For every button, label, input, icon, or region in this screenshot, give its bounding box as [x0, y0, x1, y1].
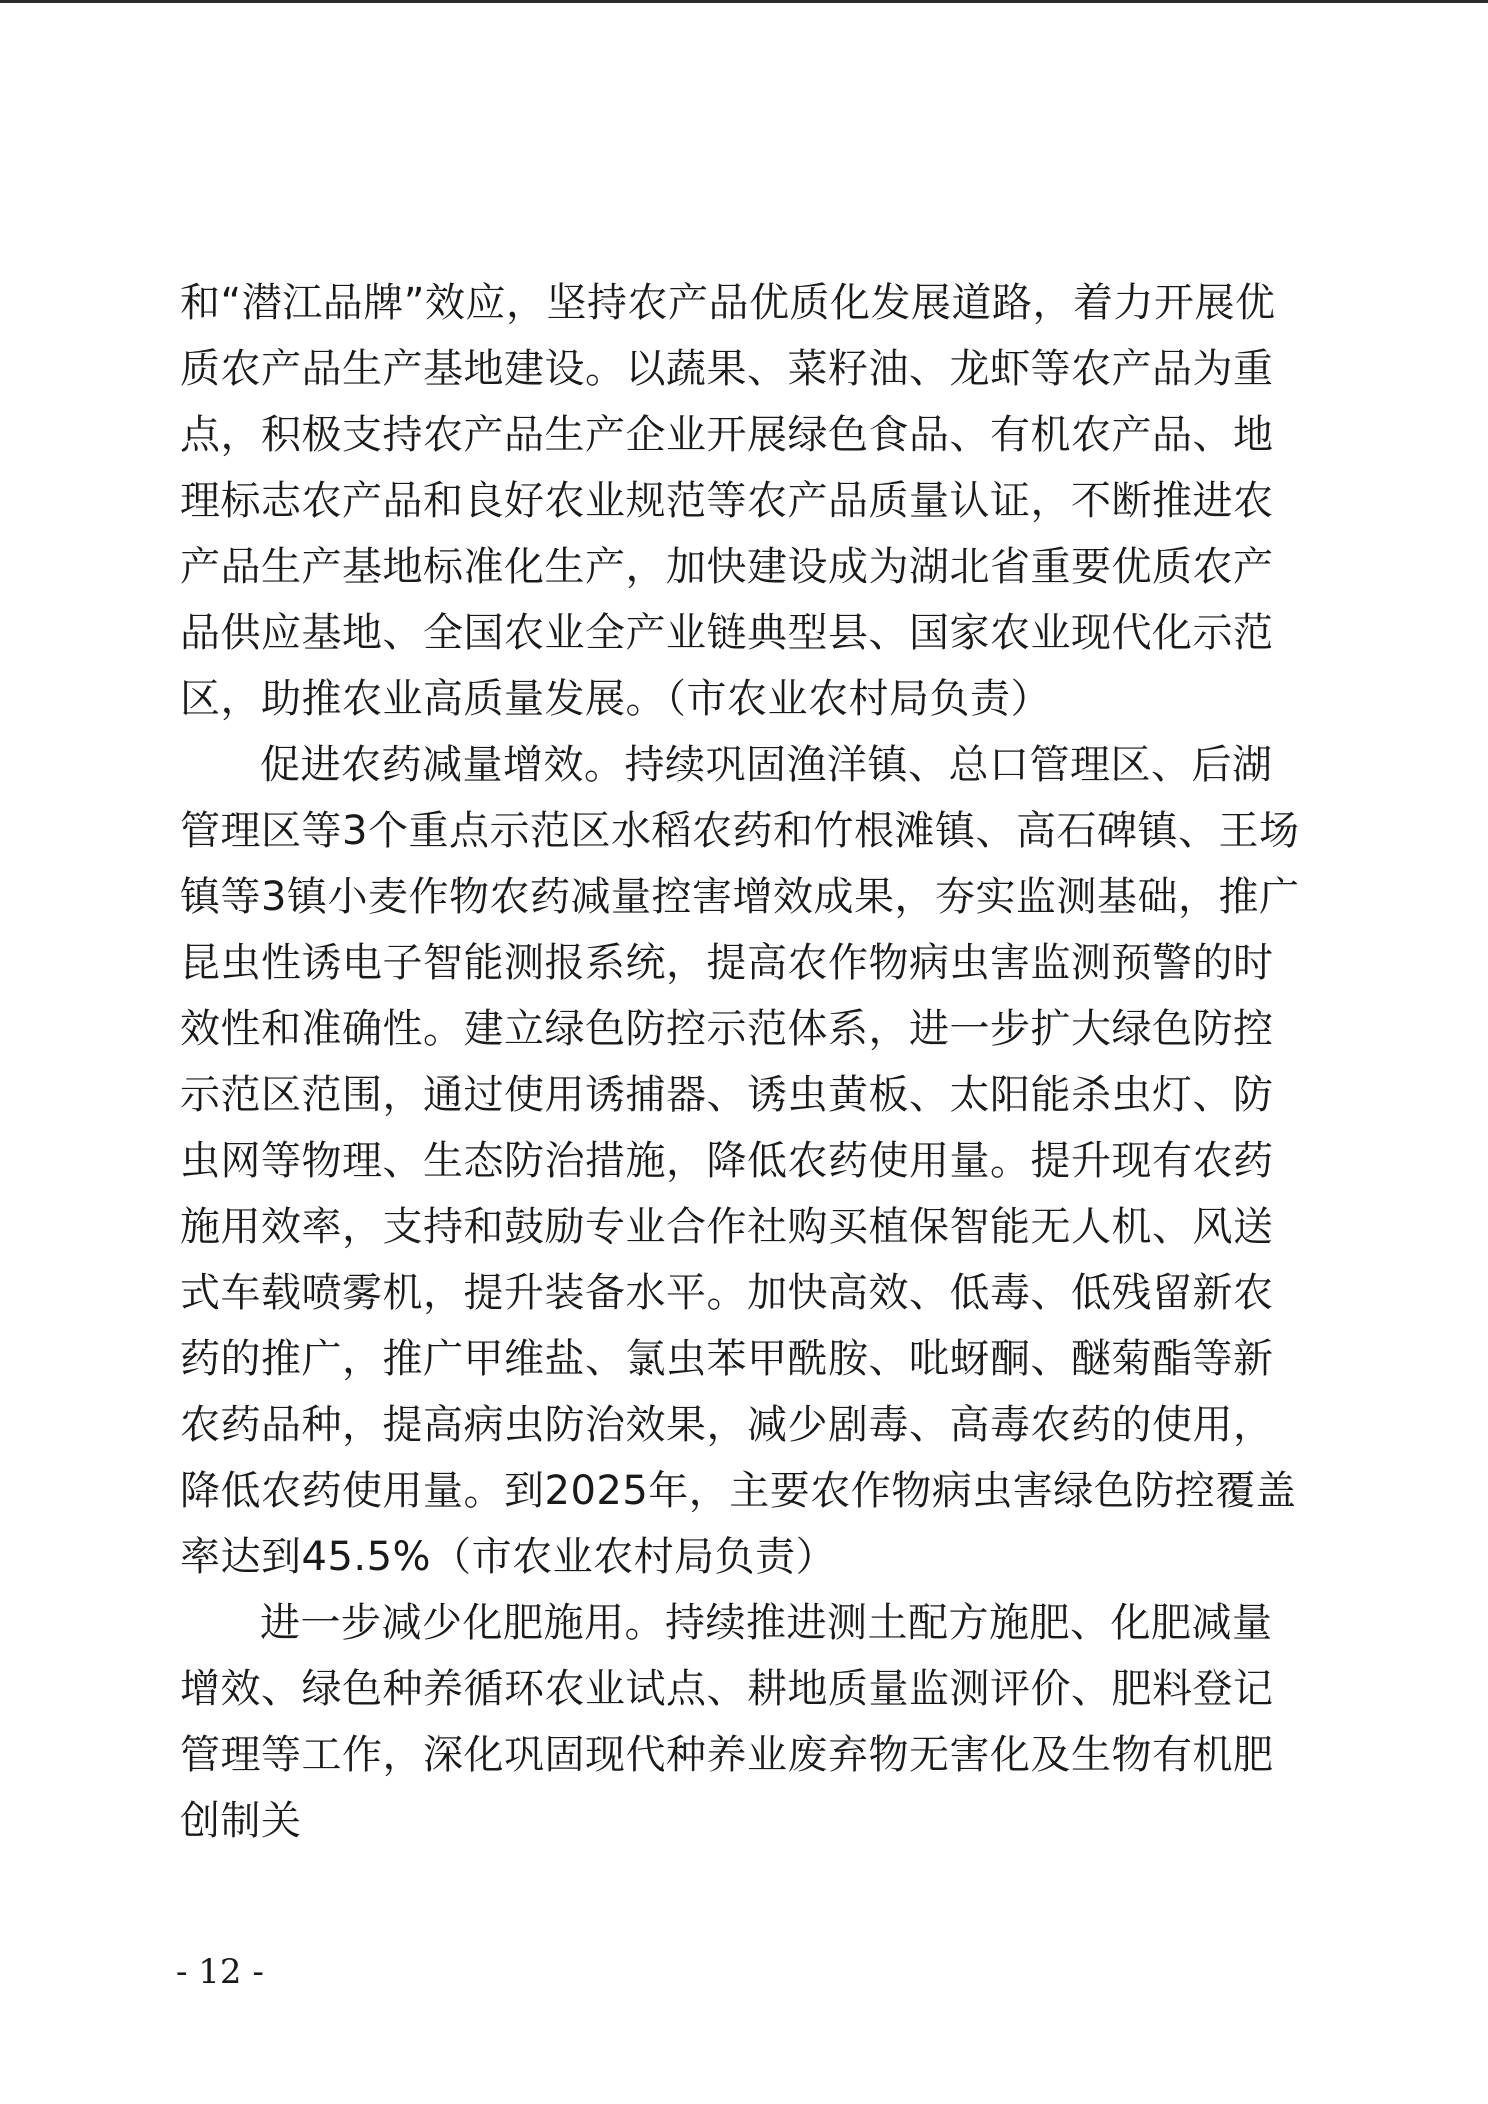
paragraph-fertilizer-reduction: 进一步减少化肥施用。持续推进测土配方施肥、化肥减量增效、绿色种养循环农业试点、耕地质量监测评价、肥料登记管理等工作，深化巩固现代种养业废弃物无害化及生物有机肥创制关 — [180, 1600, 1274, 1844]
document-body — [180, 270, 1310, 1854]
page-number: - 12 - — [176, 1952, 264, 1992]
paragraph-continued: 和“潜江品牌”效应，坚持农产品优质化发展道路，着力开展优质农产品生产基地建设。以蔬果、菜籽油、龙虾等农产品为重点，积极支持农产品生产企业开展绿色食品、有机农产品、地理标志农产品和良好农业规范等农产品质量认证，不断推进农产品生产基地标准化生产，加快建设成为湖北省重要优质农产品供应基地、全国农业全产业链典型县、国家农业现代化示范区，助推农业高质量发展。（市农业农村局负责） — [180, 280, 1276, 722]
top-border-line — [0, 0, 1488, 3]
paragraph-pesticide-reduction: 促进农药减量增效。持续巩固渔洋镇、总口管理区、后湖管理区等3个重点示范区水稻农药和竹根滩镇、高石碑镇、王场镇等3镇小麦作物农药减量控害增效成果，夯实监测基础，推广昆虫性诱电子智能测报系统，提高农作物病虫害监测预警的时效性和准确性。建立绿色防控示范体系，进一步扩大绿色防控示范区范围，通过使用诱捕器、诱虫黄板、太阳能杀虫灯、防虫网等物理、生态防治措施，降低农药使用量。提升现有农药施用效率，支持和鼓励专业合作社购买植保智能无人机、风送式车载喷雾机，提升装备水平。加快高效、低毒、低残留新农药的推广，推广甲维盐、氯虫苯甲酰胺、吡蚜酮、醚菊酯等新农药品种，提高病虫防治效果，减少剧毒、高毒农药的使用，降低农药使用量。到2025年，主要农作物病虫害绿色防控覆盖率达到45.5%（市农业农村局负责） — [180, 742, 1300, 1580]
